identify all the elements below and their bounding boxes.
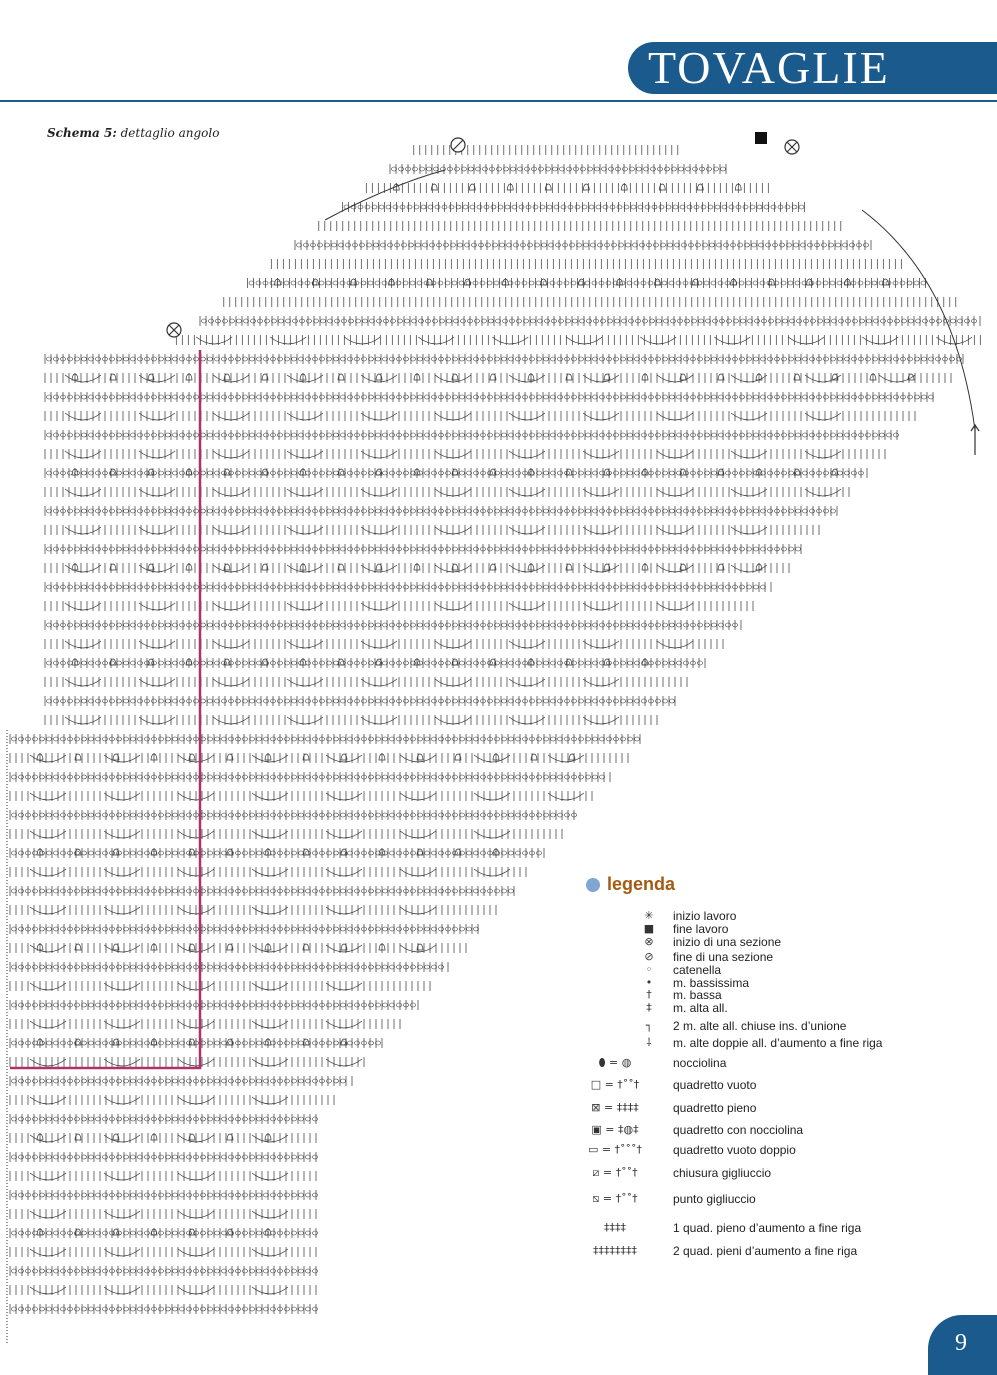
chain-loops <box>297 243 869 247</box>
legend-item-label: inizio lavoro <box>673 909 737 923</box>
chart-row <box>10 1266 318 1276</box>
chart-row <box>224 297 956 307</box>
legend-item-label: m. bassissima <box>673 976 750 990</box>
chart-row <box>45 677 687 687</box>
chart-row <box>10 1095 334 1105</box>
chain-loops <box>12 1193 318 1197</box>
circled-slash-icon: ⊘ <box>644 950 654 963</box>
start-arrow <box>971 425 979 455</box>
legend-item <box>586 1077 986 1093</box>
lacet-arcs <box>30 907 436 914</box>
increase-one-icon: ‡‡‡‡ <box>604 1221 626 1234</box>
stitch-posts <box>10 943 466 953</box>
chart-row <box>45 506 837 516</box>
asterisk-icon: ✳ <box>644 909 654 922</box>
legend-item-label: fine di una sezione <box>673 950 774 964</box>
chart-row <box>10 772 610 782</box>
lacet-arcs <box>30 1135 288 1142</box>
chain-loops <box>12 1117 318 1121</box>
chart-row <box>45 449 885 459</box>
slip-stitch-dot-icon: • <box>645 976 653 989</box>
lacet-icon: ⧅ = †˚˚† <box>592 1192 638 1205</box>
stitch-posts <box>45 411 915 421</box>
stitch-posts <box>45 354 963 364</box>
stitch-posts <box>319 221 841 231</box>
legend-item-label: inizio di una sezione <box>673 935 782 949</box>
chart-row <box>10 1171 316 1181</box>
legend-item <box>586 1191 986 1207</box>
open-square-icon: □ = †˚˚† <box>590 1078 640 1091</box>
stitch-posts <box>45 392 933 402</box>
chart-row <box>45 563 789 573</box>
chart-row <box>45 696 675 706</box>
chart-row <box>45 525 819 535</box>
legend-title: legenda <box>607 874 676 894</box>
stitch-posts <box>45 715 657 725</box>
stitch-posts <box>10 867 526 877</box>
stitch-posts <box>10 1095 334 1105</box>
legend-item <box>586 1035 986 1051</box>
chart-row <box>45 658 705 668</box>
chart-row <box>10 848 544 858</box>
chain-loops <box>12 1155 318 1159</box>
direction-arrow <box>325 170 445 220</box>
legend-item <box>586 1122 986 1138</box>
lacet-arcs <box>65 717 619 724</box>
stitch-posts <box>45 373 951 383</box>
crochet-markers <box>7 132 979 1345</box>
chart-row <box>10 981 430 991</box>
chart-row <box>176 335 980 345</box>
chart-row <box>10 905 496 915</box>
lacet-close-icon: ⧄ = †˚˚† <box>592 1166 638 1179</box>
bobble-row <box>72 374 914 380</box>
stitch-posts <box>10 1152 316 1162</box>
legend-item-label: 2 quad. pieni d’aumento a fine riga <box>673 1244 858 1258</box>
chart-row <box>10 829 562 839</box>
legend-dot-icon <box>586 878 600 892</box>
decrease-icon: ┐ <box>645 1019 653 1032</box>
chain-loops <box>47 623 738 627</box>
lacet-arcs <box>65 565 767 572</box>
legend-item <box>586 1018 986 1034</box>
double-crochet-icon: ‡ <box>646 1001 652 1014</box>
chain-loops <box>12 1003 416 1007</box>
legend-item-label: 1 quad. pieno d’aumento a fine riga <box>673 1221 862 1235</box>
chart-row <box>45 487 849 497</box>
chart-row <box>343 202 805 212</box>
chain-loops <box>12 851 542 855</box>
stitch-posts <box>10 1019 400 1029</box>
lacet-arcs <box>30 831 510 838</box>
chain-loops <box>12 1307 318 1311</box>
chart-row <box>271 259 901 269</box>
chain-loops <box>47 395 934 399</box>
stitch-posts <box>45 696 675 706</box>
chart-row <box>200 316 980 326</box>
legend-item-label: fine lavoro <box>673 922 729 936</box>
chart-row <box>248 278 927 288</box>
chart-row <box>10 1247 316 1257</box>
page-number: 9 <box>955 1330 967 1356</box>
chain-oval-icon: ◦ <box>645 963 653 976</box>
increase-treble-icon: ⸸ <box>646 1036 652 1049</box>
chain-loops <box>12 775 605 779</box>
stitch-posts <box>10 1114 316 1124</box>
bobble-row <box>37 1039 347 1045</box>
stitch-posts <box>10 1190 316 1200</box>
legend-item-label: m. alta all. <box>673 1001 728 1015</box>
chart-row <box>45 354 963 364</box>
stitch-posts <box>10 1247 316 1257</box>
filled-square-x-icon: ⊠ = ‡‡‡‡ <box>591 1101 639 1114</box>
stitch-posts <box>10 1266 316 1276</box>
stitch-posts <box>224 297 956 307</box>
chart-row <box>10 791 592 801</box>
bobble-row <box>275 279 889 285</box>
chart-row <box>295 240 871 250</box>
chart-row <box>45 430 899 440</box>
stitch-posts <box>45 582 771 592</box>
chart-row <box>10 1209 316 1219</box>
stitch-posts <box>10 1171 316 1181</box>
chart-row <box>10 734 640 744</box>
chart-row <box>45 411 915 421</box>
stitch-posts <box>366 183 768 193</box>
lacet-arcs <box>30 793 584 800</box>
legend-item-label: quadretto vuoto <box>673 1078 757 1092</box>
chart-row <box>10 1285 316 1295</box>
stitch-posts <box>200 316 980 326</box>
chart-row <box>10 1057 364 1067</box>
stitch-posts <box>10 1209 316 1219</box>
legend-item-label: quadretto pieno <box>673 1101 757 1115</box>
chain-loops <box>12 813 577 817</box>
chain-loops <box>47 585 766 589</box>
circled-x-icon: ⊗ <box>644 935 654 948</box>
chart-row <box>10 1019 400 1029</box>
stitch-posts <box>10 1000 418 1010</box>
stitch-posts <box>271 259 901 269</box>
stitch-posts <box>10 1133 316 1143</box>
stitch-posts <box>45 563 789 573</box>
chart-row <box>10 1038 382 1048</box>
stitch-posts <box>10 1285 316 1295</box>
chain-loops <box>12 1231 318 1235</box>
legend-item-label: chiusura gigliuccio <box>673 1166 772 1180</box>
stitch-posts <box>10 791 592 801</box>
chart-row <box>10 867 526 877</box>
chart-row <box>10 753 628 763</box>
legend-item-label: m. alte doppie all. d’aumento a fine riga <box>673 1036 883 1050</box>
legend-item-label: nocciolina <box>673 1056 727 1070</box>
chart-row <box>45 392 934 402</box>
chart-row <box>319 221 841 231</box>
header-divider <box>0 100 997 102</box>
chart-row <box>10 1000 418 1010</box>
crochet-grid <box>10 145 980 1314</box>
legend-item-label: 2 m. alte all. chiuse ins. d’unione <box>673 1019 847 1033</box>
stitch-posts <box>10 810 574 820</box>
caption-text: dettaglio angolo <box>120 126 220 140</box>
chart-row <box>45 373 951 383</box>
stitch-posts <box>10 924 478 934</box>
bobble-icon: ⬮ = ◍ <box>598 1056 632 1069</box>
legend-item-label: catenella <box>673 963 722 977</box>
chart-row <box>10 1152 318 1162</box>
chart-row <box>10 943 466 953</box>
chain-loops <box>12 1269 318 1273</box>
chart-row <box>45 620 741 630</box>
chart-row <box>10 1114 318 1124</box>
legend-item <box>586 1000 986 1016</box>
chain-loops <box>344 205 804 209</box>
legend-header <box>586 874 986 898</box>
chart-row <box>10 886 514 896</box>
chain-loops <box>392 167 726 171</box>
chart-row <box>10 1304 318 1314</box>
legend-item <box>586 1165 986 1181</box>
single-crochet-icon: † <box>646 988 652 1001</box>
lacet-arcs <box>65 527 767 534</box>
work-end-icon <box>755 132 767 144</box>
lacet-arcs <box>65 679 619 686</box>
lacet-arcs <box>30 869 510 876</box>
chart-row <box>45 544 801 554</box>
chart-row <box>45 468 867 478</box>
increase-two-icon: ‡‡‡‡‡‡‡‡ <box>593 1244 637 1257</box>
chart-row <box>10 1190 318 1200</box>
legend-item-label: quadretto vuoto doppio <box>673 1143 796 1157</box>
chart-row <box>390 164 726 174</box>
chart-row <box>45 601 753 611</box>
legend-item <box>586 1055 986 1071</box>
legend-item-label: m. bassa <box>673 988 722 1002</box>
legend-item <box>586 1243 986 1259</box>
chain-loops <box>12 1079 346 1083</box>
bobble-row <box>37 944 423 950</box>
chart-row <box>10 1076 352 1086</box>
legend-item <box>586 934 986 950</box>
chart-row <box>10 962 448 972</box>
caption-label: Schema 5: <box>47 126 117 140</box>
lacet-arcs <box>30 1211 288 1218</box>
lacet-arcs <box>30 1173 288 1180</box>
stitch-posts <box>10 772 610 782</box>
chain-loops <box>12 927 479 931</box>
legend-item <box>586 1100 986 1116</box>
bobble-row <box>393 184 741 190</box>
stitch-posts <box>248 278 926 288</box>
double-open-square-icon: ▭ = †˚˚˚† <box>587 1143 643 1156</box>
lacet-arcs <box>30 1287 288 1294</box>
filled-square-icon: ■ <box>643 922 655 935</box>
chart-row <box>10 924 479 934</box>
page-title: TOVAGLIE <box>648 42 890 93</box>
lacet-arcs <box>30 1097 288 1104</box>
chart-row <box>45 582 771 592</box>
lacet-arcs <box>30 1249 288 1256</box>
legend-item-label: quadretto con nocciolina <box>673 1123 804 1137</box>
chart-row <box>10 1228 318 1238</box>
bobble-square-icon: ▣ = ‡◍‡ <box>591 1123 639 1136</box>
stitch-posts <box>10 1304 316 1314</box>
chart-row <box>45 715 657 725</box>
chain-loops <box>47 357 962 361</box>
chain-loops <box>12 889 514 893</box>
stitch-posts <box>10 734 640 744</box>
chart-row <box>366 183 768 193</box>
chart-row <box>10 810 577 820</box>
stitch-posts <box>10 1057 364 1067</box>
chart-row <box>45 639 723 649</box>
legend-item-label: punto gigliuccio <box>673 1192 756 1206</box>
legend-item <box>586 1220 986 1236</box>
stitch-posts <box>10 848 544 858</box>
legend-item <box>586 1142 986 1158</box>
stitch-posts <box>10 829 562 839</box>
stitch-posts <box>10 1228 316 1238</box>
stitch-posts <box>10 1076 352 1086</box>
stitch-posts <box>10 981 430 991</box>
chain-loops <box>47 547 801 551</box>
chart-row <box>10 1133 316 1143</box>
legend <box>586 874 986 1258</box>
